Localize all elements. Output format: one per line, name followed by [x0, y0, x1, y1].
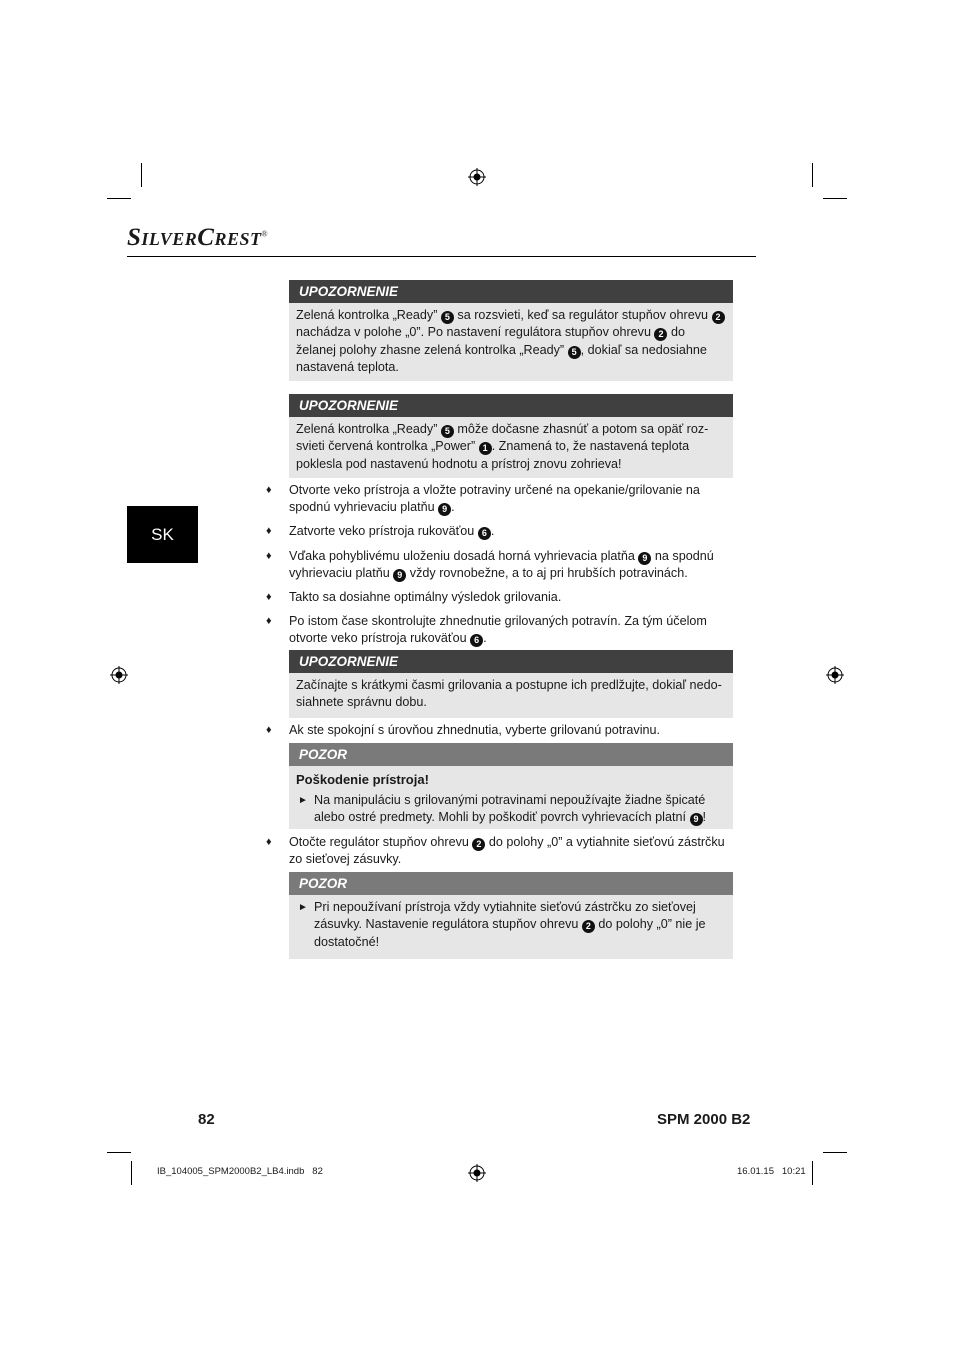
- note-box: [289, 650, 733, 718]
- bullet-diamond-icon: ♦: [266, 484, 272, 496]
- caution-box: [289, 743, 733, 829]
- list-item: ♦ Ak ste spokojní s úrovňou zhnednutia, vyberte grilovanú potravinu.: [266, 722, 736, 739]
- note-text: Zelená kontrolka „Ready” 5 môže dočasne zhasnúť a potom sa opäť roz-svieti červená kontrolka „Power” 1 . Znamená to, že nastavená teplota poklesla pod nastavenú hodnotu a prístroj znovu zohrieva!: [296, 422, 709, 471]
- registration-mark-icon: [468, 168, 486, 186]
- model-name: SPM 2000 B2: [657, 1111, 751, 1128]
- list-item: ♦ Takto sa dosiahne optimálny výsledok grilovania.: [266, 589, 736, 606]
- crop-mark: [812, 1161, 813, 1185]
- file-info: IB_104005_SPM2000B2_LB4.indb 82: [157, 1166, 323, 1177]
- list-item: ♦ Otočte regulátor stupňov ohrevu 2 do polohy „0” a vytiahnite sieťovú zástrčku zo sieťovej zásuvky.: [266, 835, 725, 867]
- part-number-badge: 2: [472, 838, 485, 851]
- brand-logo: SILVERCREST®: [127, 224, 269, 251]
- part-number-badge: 5: [441, 311, 454, 324]
- crop-mark: [107, 1152, 131, 1153]
- list-item: ♦ Vďaka pohyblivému uloženiu dosadá horná vyhrievacia platňa 9 na spodnú vyhrievaciu platňu 9 vždy rovnobežne, a to aj pri hrubších potravinách.: [266, 549, 714, 581]
- part-number-badge: 5: [568, 346, 581, 359]
- header-divider: [127, 256, 756, 257]
- crop-mark: [812, 163, 813, 187]
- caution-item: ► Na manipuláciu s grilovanými potravinami nepoužívajte žiadne špicaté alebo ostré predmety. Mohli by poškodiť povrch vyhrievacích platní 9 !: [298, 793, 706, 825]
- bullet-diamond-icon: ♦: [266, 836, 272, 848]
- caution-item: ► Pri nepoužívaní prístroja vždy vytiahnite sieťovú zástrčku zo sieťovej zásuvky. Nastavenie regulátora stupňov ohrevu 2 do polohy „0” nie je dostatočné!: [298, 900, 706, 949]
- part-number-badge: 2: [654, 328, 667, 341]
- bullet-diamond-icon: ♦: [266, 550, 272, 562]
- arrow-right-icon: ►: [298, 902, 308, 913]
- caution-heading: POZOR: [289, 743, 733, 766]
- part-number-badge: 2: [582, 920, 595, 933]
- note-heading: UPOZORNENIE: [289, 394, 733, 417]
- part-number-badge: 6: [478, 527, 491, 540]
- registration-mark-icon: [110, 666, 128, 684]
- list-item: ♦ Po istom čase skontrolujte zhnednutie grilovaných potravín. Za tým účelom otvorte veko prístroja rukoväťou 6 .: [266, 614, 707, 646]
- part-number-badge: 9: [438, 503, 451, 516]
- part-number-badge: 9: [393, 569, 406, 582]
- caution-heading: POZOR: [289, 872, 733, 895]
- part-number-badge: 9: [690, 813, 703, 826]
- list-item: ♦ Zatvorte veko prístroja rukoväťou 6 .: [266, 523, 736, 540]
- crop-mark: [107, 198, 131, 199]
- registration-mark-icon: [826, 666, 844, 684]
- part-number-badge: 1: [479, 442, 492, 455]
- part-number-badge: 6: [470, 634, 483, 647]
- note-heading: UPOZORNENIE: [289, 280, 733, 303]
- crop-mark: [823, 198, 847, 199]
- bullet-diamond-icon: ♦: [266, 615, 272, 627]
- bullet-diamond-icon: ♦: [266, 724, 272, 736]
- registration-mark-icon: [468, 1164, 486, 1182]
- list-item: ♦ Otvorte veko prístroja a vložte potraviny určené na opekanie/grilovanie na spodnú vyhrievaciu platňu 9 .: [266, 483, 700, 515]
- bullet-diamond-icon: ♦: [266, 525, 272, 537]
- crop-mark: [141, 163, 142, 187]
- arrow-right-icon: ►: [298, 795, 308, 806]
- part-number-badge: 5: [441, 425, 454, 438]
- note-text: Zelená kontrolka „Ready” 5 sa rozsvieti, keď sa regulátor stupňov ohrevu 2 nachádza v polohe „0”. Po nastavení regulátora stupňov ohrevu 2 do želanej polohy zhasne zelená kontrolka „Ready” 5 , dokiaľ sa nedosiahne nastavená teplota.: [289, 303, 733, 380]
- caution-box: [289, 872, 733, 959]
- page-number: 82: [198, 1111, 215, 1128]
- language-tab: SK: [127, 506, 198, 563]
- crop-mark: [823, 1152, 847, 1153]
- crop-mark: [131, 1161, 132, 1185]
- note-box: [289, 394, 733, 478]
- note-heading: UPOZORNENIE: [289, 650, 733, 673]
- part-number-badge: 9: [638, 552, 651, 565]
- note-text: Začínajte s krátkymi časmi grilovania a postupne ich predlžujte, dokiaľ nedo-siahnete správnu dobu.: [296, 678, 722, 710]
- note-box: [289, 280, 733, 381]
- bullet-diamond-icon: ♦: [266, 591, 272, 603]
- part-number-badge: 2: [712, 311, 725, 324]
- caution-subheading: Poškodenie prístroja!: [296, 772, 429, 787]
- print-timestamp: 16.01.15 10:21: [737, 1166, 806, 1177]
